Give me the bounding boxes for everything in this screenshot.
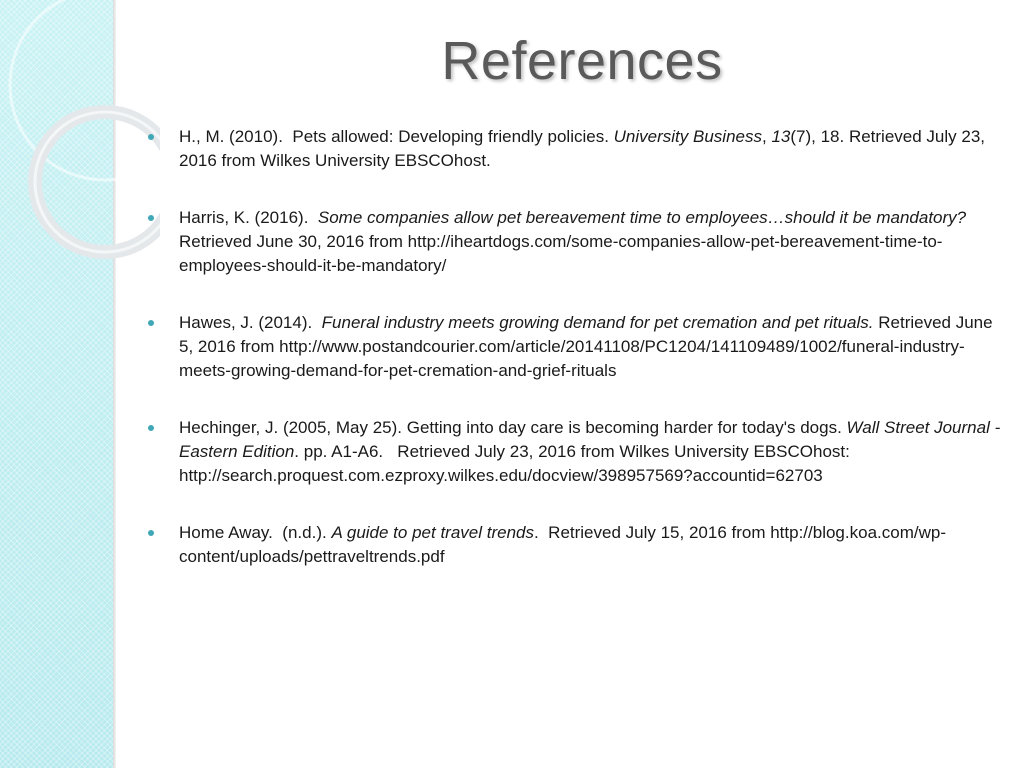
reference-segment: H., M. (2010). Pets allowed: Developing friendly policies. [179, 127, 614, 146]
reference-segment: Hawes, J. (2014). [179, 313, 322, 332]
reference-italic-segment: 13 [771, 127, 791, 146]
bullet-icon [148, 215, 154, 221]
reference-item [145, 311, 1005, 383]
reference-item [145, 416, 1005, 488]
page-title: References [441, 31, 723, 91]
reference-segment: . pp. A1-A6. Retrieved July 23, 2016 from Wilkes University EBSCOhost: http://search.proquest.com.ezproxy.wilkes.edu/docview/398957569?accountid=62703 [179, 442, 855, 485]
bullet-icon [148, 320, 154, 326]
reference-segment: Hechinger, J. (2005, May 25). Getting into day care is becoming harder for today's dogs. [179, 418, 847, 437]
reference-italic-segment: Funeral industry meets growing demand for pet cremation and pet rituals. [321, 313, 874, 332]
reference-segment: Retrieved June 30, 2016 from http://iheartdogs.com/some-companies-allow-pet-bereavement-time-to-employees-should-it-be-mandatory/ [179, 208, 976, 275]
reference-italic-segment: A guide to pet travel trends [331, 523, 534, 542]
reference-list [145, 125, 1005, 602]
reference-italic-segment: Wall Street Journal - Eastern Edition [179, 418, 1005, 461]
reference-item [145, 125, 1005, 173]
reference-text [179, 125, 1005, 173]
reference-item [145, 521, 1005, 569]
bullet-icon [148, 134, 154, 140]
reference-text [179, 311, 1005, 383]
reference-text [179, 206, 1005, 278]
decorative-ring-highlight [35, 112, 160, 252]
decorative-rings [0, 0, 160, 300]
reference-segment: , [761, 127, 772, 146]
reference-segment: (7), 18. Retrieved July 23, 2016 from Wilkes University EBSCOhost. [179, 127, 990, 170]
reference-text [179, 416, 1005, 488]
reference-segment: Harris, K. (2016). [179, 208, 318, 227]
reference-segment: Retrieved June 5, 2016 from http://www.postandcourier.com/article/20141108/PC1204/141109489/1002/funeral-industry-meets-growing-demand-for-pet-cremation-and-grief-rituals [179, 313, 998, 380]
reference-text [179, 521, 1005, 569]
bullet-icon [148, 425, 154, 431]
reference-italic-segment: University Business [613, 127, 762, 146]
reference-segment: . Retrieved July 15, 2016 from http://blog.koa.com/wp-content/uploads/pettraveltrends.pdf [179, 523, 946, 566]
reference-italic-segment: Some companies allow pet bereavement time to employees…should it be mandatory? [317, 208, 967, 227]
reference-segment: Home Away. (n.d.). [179, 523, 332, 542]
reference-item [145, 206, 1005, 278]
decorative-ring-large [10, 0, 160, 180]
bullet-icon [148, 530, 154, 536]
